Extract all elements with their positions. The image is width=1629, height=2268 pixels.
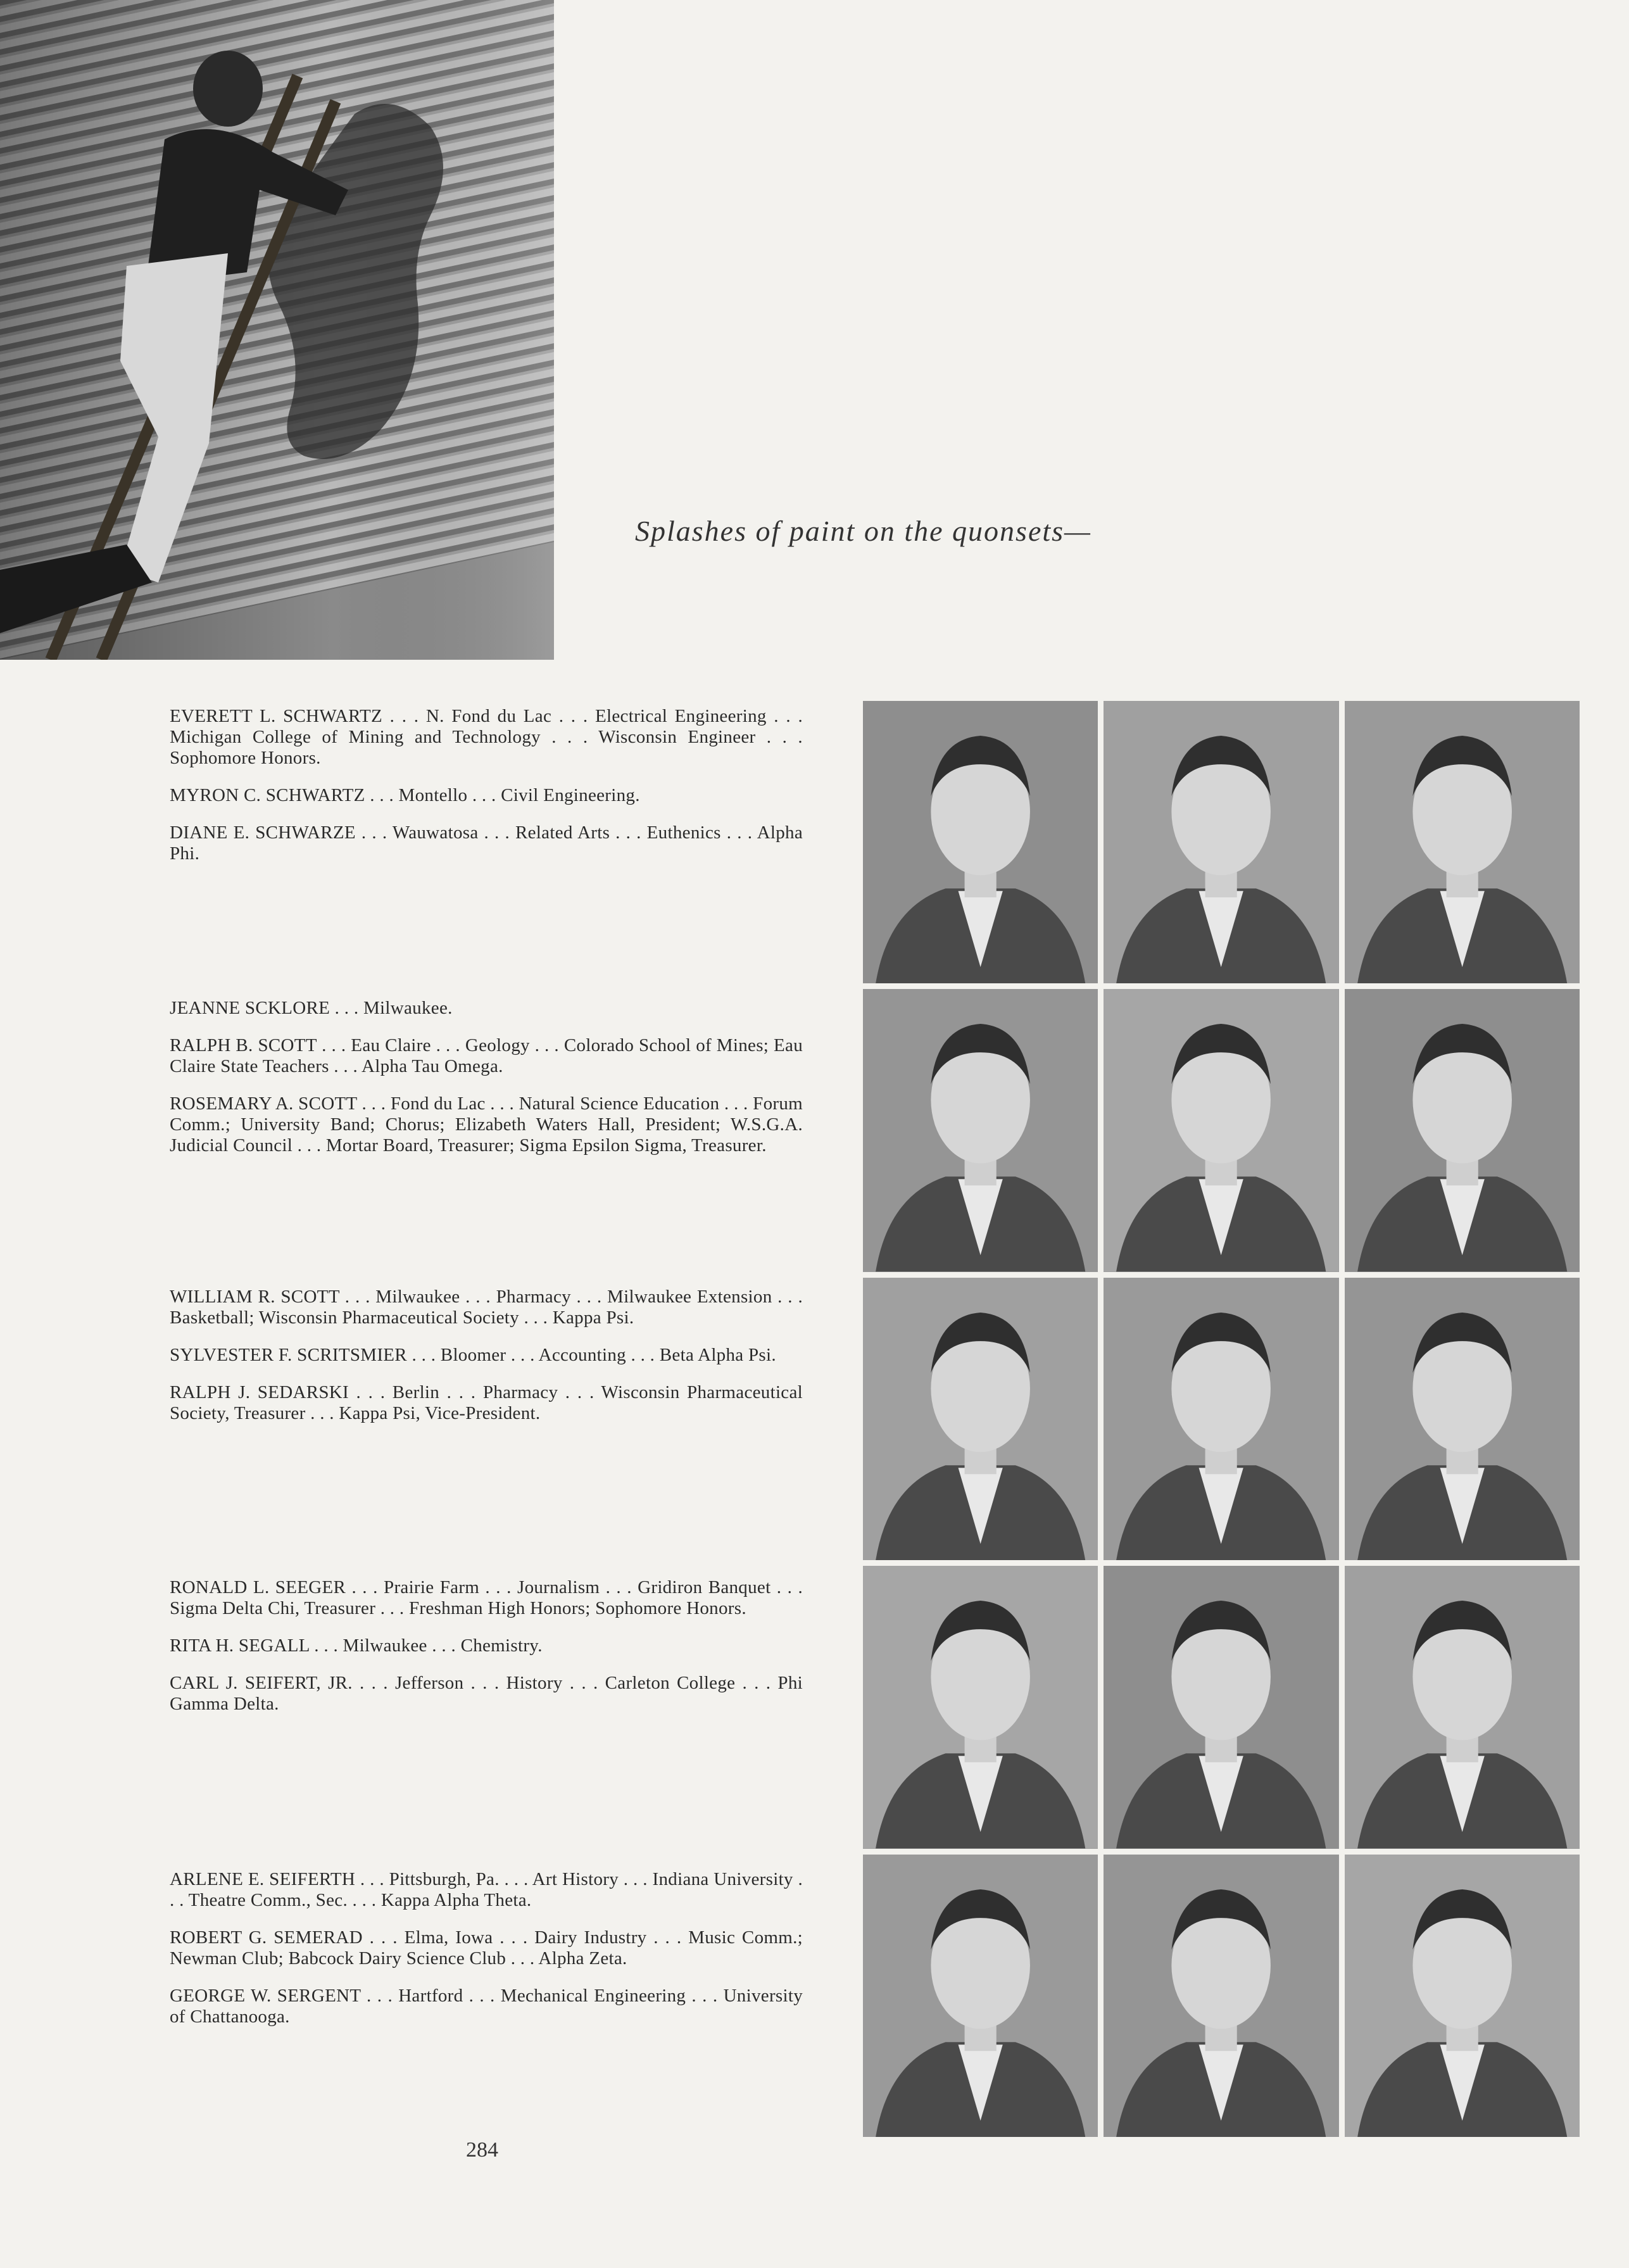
bio-group-1 [170,706,803,881]
student-portrait [863,989,1098,1271]
bio-group-4 [170,1577,803,1731]
bio-group-2 [170,998,803,1173]
bio-entry: DIANE E. SCHWARZE . . . Wauwatosa . . . Related Arts . . . Euthenics . . . Alpha Phi. [170,822,803,864]
photo-caption: Splashes of paint on the quonsets— [635,515,1091,547]
student-portrait [863,1566,1098,1848]
student-portrait [1345,701,1580,983]
bio-entry: RITA H. SEGALL . . . Milwaukee . . . Chemistry. [170,1635,543,1656]
bio-entry: RONALD L. SEEGER . . . Prairie Farm . . . Journalism . . . Gridiron Banquet . . . Sigma Delta Chi, Treasurer . . . Freshman High Honors; Sophomore Honors. [170,1577,803,1618]
portrait-grid [863,701,1580,2137]
student-portrait [1104,701,1338,983]
student-portrait [1345,1278,1580,1560]
page-number: 284 [466,2138,498,2162]
quonset-painting-photo [0,0,554,660]
student-portrait [1104,1278,1338,1560]
student-portrait [863,1278,1098,1560]
student-portrait [1104,1566,1338,1848]
student-portrait [863,1855,1098,2137]
student-portrait [1104,989,1338,1271]
bio-entry: ARLENE E. SEIFERTH . . . Pittsburgh, Pa. . . . Art History . . . Indiana University . . . Theatre Comm., Sec. . . . Kappa Alpha Theta. [170,1869,803,1910]
student-portrait [1345,1855,1580,2137]
bio-entry: WILLIAM R. SCOTT . . . Milwaukee . . . Pharmacy . . . Milwaukee Extension . . . Basketball; Wisconsin Pharmaceutical Society . . . Kappa Psi. [170,1287,803,1328]
bio-group-5 [170,1869,803,2044]
student-portrait [1345,989,1580,1271]
bio-entry: EVERETT L. SCHWARTZ . . . N. Fond du Lac . . . Electrical Engineering . . . Michigan College of Mining and Technology . . . Wisconsin Engineer . . . Sophomore Honors. [170,706,803,768]
bio-entry: CARL J. SEIFERT, JR. . . . Jefferson . . . History . . . Carleton College . . . Phi Gamma Delta. [170,1673,803,1714]
bio-entry: SYLVESTER F. SCRITSMIER . . . Bloomer . . . Accounting . . . Beta Alpha Psi. [170,1345,776,1365]
bio-entry: RALPH B. SCOTT . . . Eau Claire . . . Geology . . . Colorado School of Mines; Eau Claire State Teachers . . . Alpha Tau Omega. [170,1035,803,1076]
bio-entry: MYRON C. SCHWARTZ . . . Montello . . . Civil Engineering. [170,785,640,805]
student-portrait [1345,1566,1580,1848]
bio-group-3 [170,1287,803,1440]
bio-entry: ROSEMARY A. SCOTT . . . Fond du Lac . . . Natural Science Education . . . Forum Comm.; University Band; Chorus; Elizabeth Waters Hall, President; W.S.G.A. Judicial Council . . . Mortar Board, Treasurer; Sigma Epsilon Sigma, Treasurer. [170,1093,803,1156]
bio-entry: GEORGE W. SERGENT . . . Hartford . . . Mechanical Engineering . . . University of Chattanooga. [170,1986,803,2027]
bio-entry: RALPH J. SEDARSKI . . . Berlin . . . Pharmacy . . . Wisconsin Pharmaceutical Society, Treasurer . . . Kappa Psi, Vice-President. [170,1382,803,1423]
bio-entry: ROBERT G. SEMERAD . . . Elma, Iowa . . . Dairy Industry . . . Music Comm.; Newman Club; Babcock Dairy Science Club . . . Alpha Zeta. [170,1927,803,1969]
bio-entry: JEANNE SCKLORE . . . Milwaukee. [170,998,453,1018]
student-portrait [1104,1855,1338,2137]
student-portrait [863,701,1098,983]
